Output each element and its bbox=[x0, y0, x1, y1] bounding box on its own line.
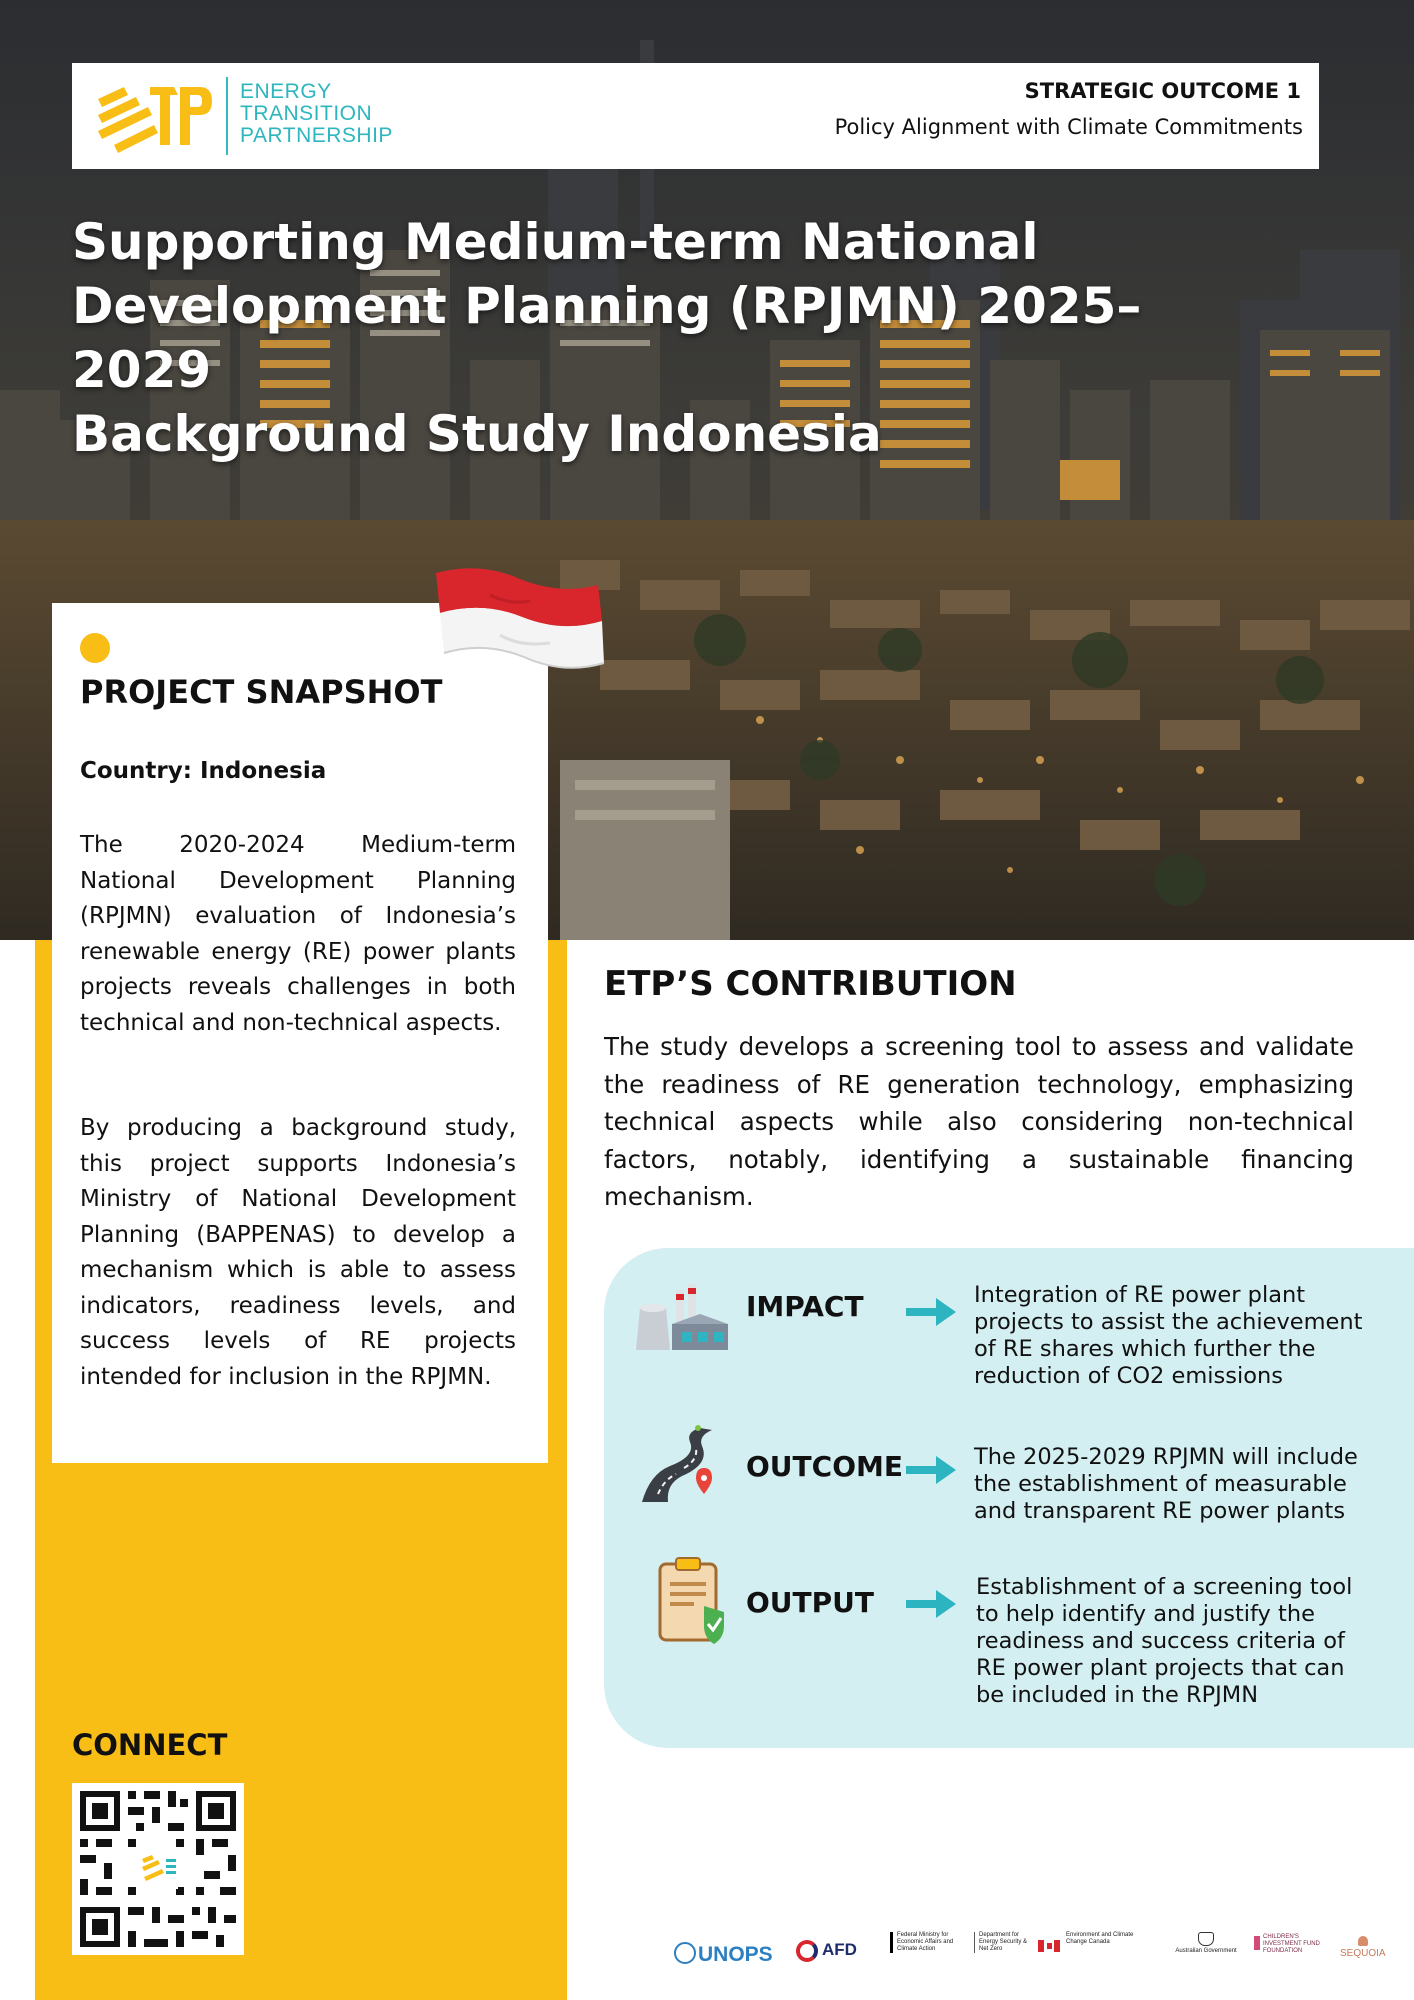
partner-logo-bmwk: Federal Ministry for Economic Affairs and Climate Action bbox=[890, 1932, 969, 1953]
partner-logo-ciff bbox=[1254, 1934, 1334, 1955]
partner-logo-afd bbox=[796, 1940, 857, 1962]
ciff-mark-icon bbox=[1254, 1936, 1260, 1950]
arrow-right-icon bbox=[906, 1588, 956, 1620]
contribution-heading: ETP’S CONTRIBUTION bbox=[604, 964, 1017, 1004]
partner-name: UNOPS bbox=[698, 1943, 773, 1966]
partner-logo-sequoia bbox=[1340, 1936, 1386, 1959]
snapshot-heading: PROJECT SNAPSHOT bbox=[80, 673, 443, 711]
project-snapshot-card bbox=[52, 603, 548, 1463]
impact-label: IMPACT bbox=[746, 1290, 864, 1323]
partner-name: Australian Government bbox=[1175, 1948, 1237, 1954]
country-label: Country: Indonesia bbox=[80, 758, 327, 784]
output-label: OUTPUT bbox=[746, 1586, 874, 1619]
afd-ring-icon bbox=[796, 1940, 818, 1962]
title-line: Supporting Medium-term National bbox=[72, 213, 1039, 271]
output-text: Establishment of a screening tool to help identify and justify the readiness and success criteria of RE power plant projects that can be included in the RPJMN bbox=[976, 1574, 1353, 1708]
un-emblem-icon bbox=[674, 1942, 696, 1964]
partner-logo-desnz: Department for Energy Security & Net Zero bbox=[974, 1932, 1031, 1953]
partner-logo-unops bbox=[674, 1942, 773, 1967]
logo-wordmark bbox=[240, 81, 393, 147]
yellow-dot-icon bbox=[80, 633, 110, 663]
indonesia-flag-icon bbox=[430, 565, 610, 695]
page-title bbox=[72, 210, 1222, 466]
title-line: Development Planning (RPJMN) 2025–2029 bbox=[72, 277, 1142, 399]
snapshot-paragraph-2: By producing a background study, this project supports Indonesia’s Ministry of National Development Planning (BAPPENAS) to develop a mechanism which is able to assess indicators, readiness levels, and success levels of RE projects intended for inclusion in the RPJMN. bbox=[80, 1115, 516, 1390]
results-panel bbox=[604, 1248, 1414, 1748]
sequoia-mark-icon bbox=[1358, 1936, 1368, 1946]
etp-logo-icon bbox=[94, 79, 212, 153]
clipboard-shield-icon bbox=[658, 1556, 730, 1646]
arrow-right-icon bbox=[906, 1454, 956, 1486]
outcome-label: OUTCOME bbox=[746, 1450, 903, 1483]
partner-name: CHILDREN'S INVESTMENT FUND FOUNDATION bbox=[1263, 1934, 1320, 1954]
arrow-right-icon bbox=[906, 1296, 956, 1328]
qr-code-icon bbox=[72, 1783, 244, 1955]
canada-flag-icon bbox=[1038, 1940, 1060, 1952]
crest-icon bbox=[1198, 1932, 1214, 1946]
snapshot-paragraph-1: The 2020-2024 Medium-term National Development Planning (RPJMN) evaluation of Indonesia’s renewable energy (RE) power plants projects reveals challenges in both technical and non-technical aspects. bbox=[80, 832, 516, 1036]
contribution-text: The study develops a screening tool to assess and validate the readiness of RE generation technology, emphasizing technical aspects while also considering non-technical factors, notably, identifying a sustainable financing mechanism. bbox=[604, 1032, 1354, 1211]
partner-name: SEQUOIA bbox=[1340, 1948, 1386, 1959]
logo-line: TRANSITION bbox=[240, 102, 373, 125]
outcome-text: The 2025-2029 RPJMN will include the establishment of measurable and transparent RE power plants bbox=[974, 1444, 1358, 1524]
partner-logos bbox=[672, 1924, 1392, 1980]
partner-logo-australian-government bbox=[1164, 1932, 1248, 1955]
factory-icon bbox=[636, 1280, 732, 1356]
connect-heading: CONNECT bbox=[72, 1728, 228, 1762]
impact-text: Integration of RE power plant projects to assist the achievement of RE shares which further the reduction of CO2 emissions bbox=[974, 1282, 1363, 1389]
logo-divider bbox=[226, 77, 228, 155]
logo-line: PARTNERSHIP bbox=[240, 124, 393, 147]
logo-line: ENERGY bbox=[240, 80, 332, 103]
partner-name: AFD bbox=[822, 1940, 857, 1959]
qr-code[interactable] bbox=[72, 1783, 244, 1955]
strategic-outcome-title: STRATEGIC OUTCOME 1 bbox=[1024, 79, 1301, 103]
road-map-pin-icon bbox=[640, 1424, 730, 1504]
title-line: Background Study Indonesia bbox=[72, 405, 882, 463]
header-bar bbox=[72, 63, 1319, 169]
partner-logo-eccc: Environment and Climate Change Canada bbox=[1066, 1932, 1134, 1945]
strategic-outcome-subtitle: Policy Alignment with Climate Commitments bbox=[834, 115, 1303, 139]
